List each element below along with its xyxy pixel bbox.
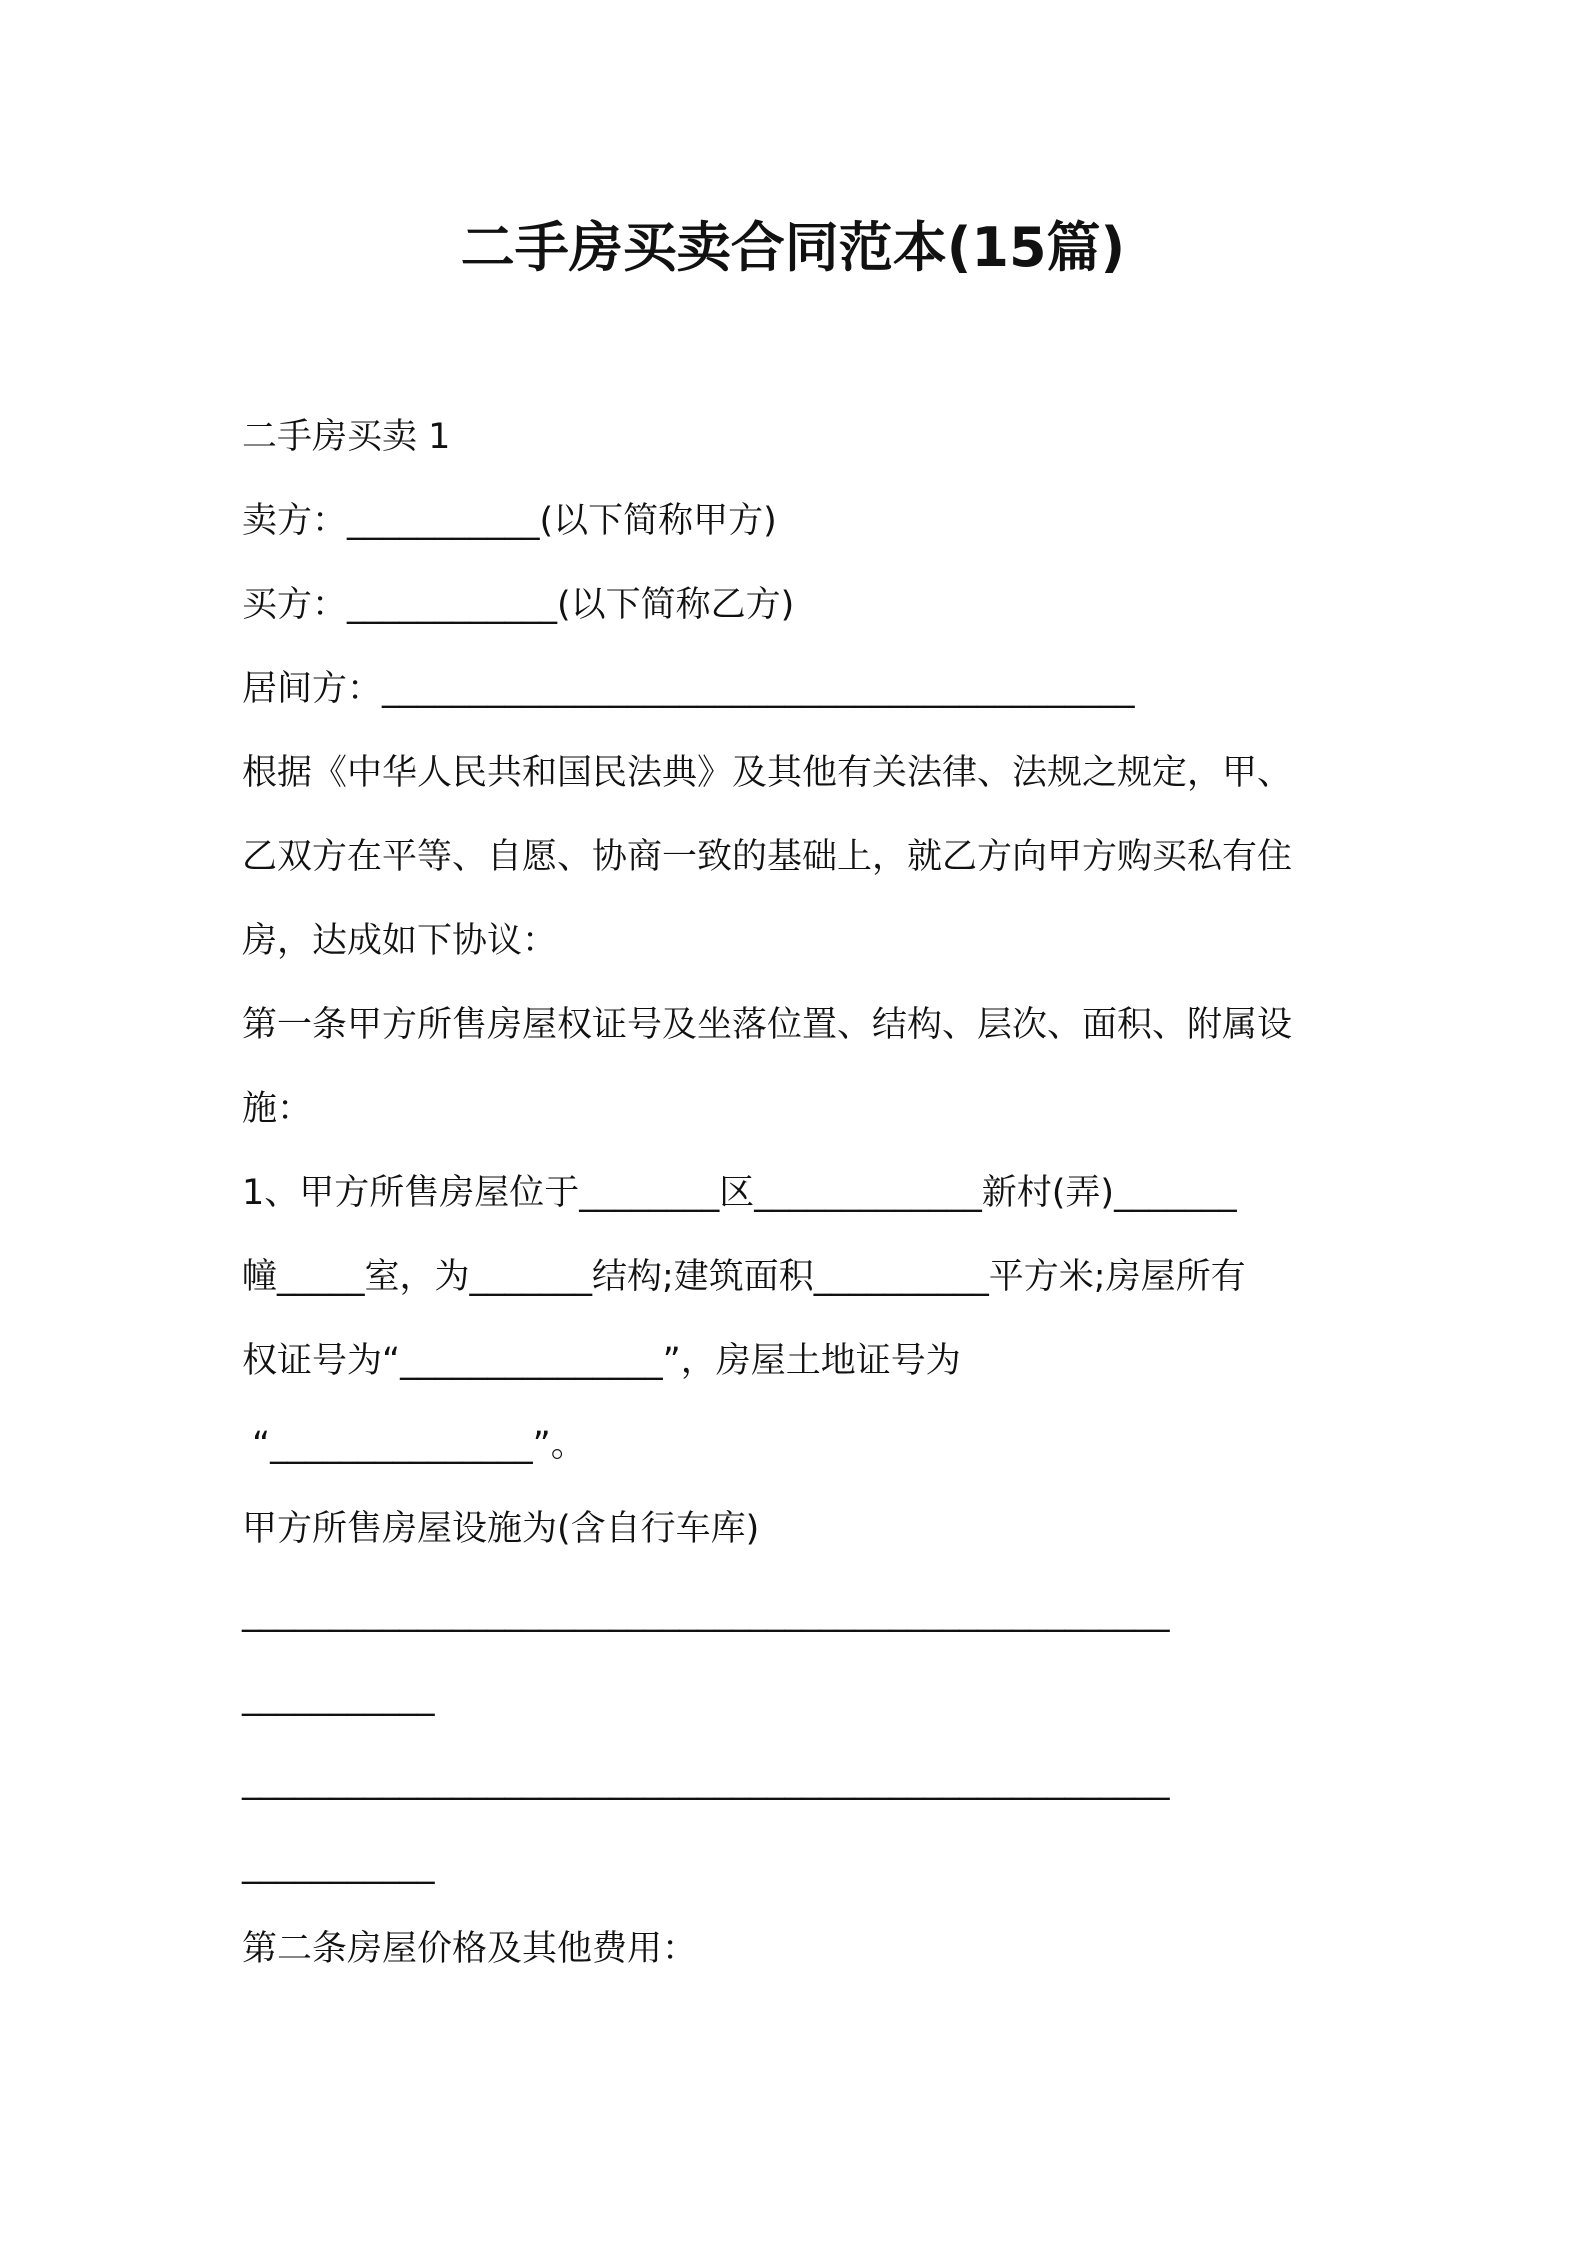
paragraph-line: 房，达成如下协议：: [242, 921, 558, 961]
paragraph-line: 权证号为“_______________”，房屋土地证号为: [242, 1341, 961, 1381]
paragraph-line: “_______________”。: [252, 1425, 586, 1465]
contract-heading: 二手房买卖 1: [242, 417, 451, 457]
article-two-heading: 第二条房屋价格及其他费用：: [242, 1929, 698, 1969]
intermediary-line: 居间方：___________________________________________: [242, 669, 1135, 709]
article-one-heading-cont: 施：: [242, 1089, 313, 1129]
blank-fill-line: ___________: [242, 1845, 435, 1885]
blank-fill-line: _____________________________________________________: [242, 1761, 1170, 1801]
paragraph-line: 幢_____室，为_______结构;建筑面积__________平方米;房屋所有: [242, 1257, 1246, 1297]
facilities-line: 甲方所售房屋设施为(含自行车库): [242, 1509, 760, 1549]
document-title: 二手房买卖合同范本(15篇): [460, 216, 1126, 279]
paragraph-line: 根据《中华人民共和国民法典》及其他有关法律、法规之规定，甲、: [242, 753, 1293, 793]
blank-fill-line: ___________: [242, 1677, 435, 1717]
paragraph-line: 乙双方在平等、自愿、协商一致的基础上，就乙方向甲方购买私有住: [242, 837, 1293, 877]
paragraph-line: 1、甲方所售房屋位于________区_____________新村(弄)_______: [242, 1173, 1237, 1213]
seller-line: 卖方：___________(以下简称甲方): [242, 501, 777, 541]
blank-fill-line: _____________________________________________________: [242, 1593, 1170, 1633]
article-one-heading: 第一条甲方所售房屋权证号及坐落位置、结构、层次、面积、附属设: [242, 1005, 1293, 1045]
buyer-line: 买方：____________(以下简称乙方): [242, 585, 795, 625]
